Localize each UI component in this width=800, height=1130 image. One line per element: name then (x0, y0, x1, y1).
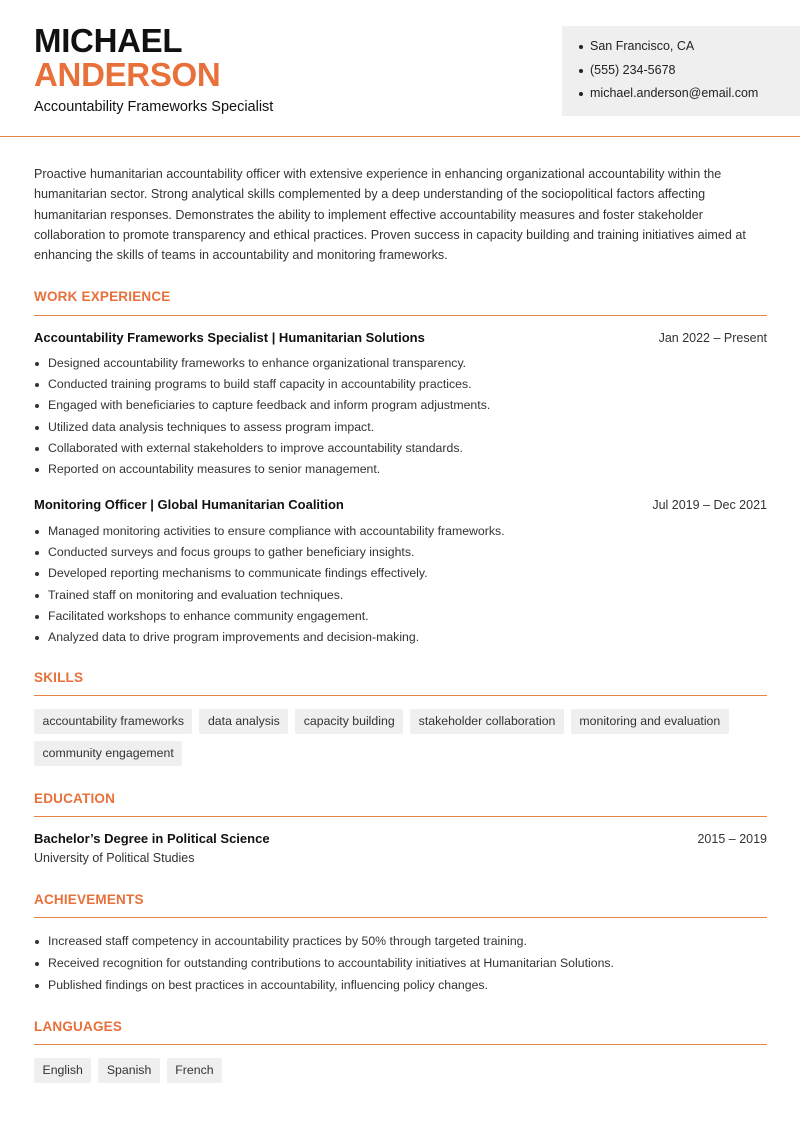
section-divider (34, 315, 767, 316)
candidate-name (34, 24, 220, 92)
list-item: Managed monitoring activities to ensure compliance with accountability frameworks. (34, 523, 767, 544)
job-role: Monitoring Officer | Global Humanitarian Coalition (34, 497, 344, 512)
bullet-icon (35, 383, 39, 387)
section-divider (34, 816, 767, 817)
section-title-achievements: ACHIEVEMENTS (34, 892, 144, 907)
bullet-icon (35, 530, 39, 534)
bullet-icon (35, 404, 39, 408)
list-item: Analyzed data to drive program improvements and decision-making. (34, 629, 767, 650)
contact-phone: (555) 234-5678 (579, 62, 800, 86)
bullet-icon (35, 940, 39, 944)
skills-list (34, 709, 774, 766)
section-title-education: EDUCATION (34, 791, 116, 806)
job-bullets (34, 523, 767, 650)
skill-tag: stakeholder collaboration (410, 709, 564, 734)
list-item: Engaged with beneficiaries to capture feedback and inform program adjustments. (34, 397, 767, 418)
list-item: Reported on accountability measures to senior management. (34, 461, 767, 482)
section-title-languages: LANGUAGES (34, 1019, 123, 1034)
skill-tag: capacity building (295, 709, 403, 734)
job-title: Accountability Frameworks Specialist (34, 99, 274, 115)
bullet-icon (35, 594, 39, 598)
bullet-icon (35, 962, 39, 966)
list-item: Developed reporting mechanisms to communicate findings effectively. (34, 565, 767, 586)
list-item: Published findings on best practices in accountability, influencing policy changes. (34, 977, 767, 999)
language-tag: French (167, 1058, 222, 1083)
achievements-list (34, 933, 767, 999)
bullet-icon (35, 551, 39, 555)
bullet-icon (35, 572, 39, 576)
section-divider (34, 1044, 767, 1045)
job-bullets (34, 355, 767, 482)
bullet-icon (35, 362, 39, 366)
list-item: Conducted training programs to build staff capacity in accountability practices. (34, 376, 767, 397)
section-title-skills: SKILLS (34, 670, 84, 685)
summary: Proactive humanitarian accountability officer with extensive experience in enhancing organizational accountability within the humanitarian sector. Strong analytical skills complemented by a deep understanding of the sociopolitical factors affecting humanitarian responses. Demonstrates the ability to implement effective accountability measures and foster stakeholder collaboration to promote transparency and ethical practices. Proven success in capacity building and training initiatives aimed at enhancing the skills of teams in accountability and monitoring frameworks. (34, 167, 746, 263)
skill-tag: data analysis (199, 709, 288, 734)
bullet-icon (35, 984, 39, 988)
contact-box (562, 26, 800, 116)
last-name: ANDERSON (34, 56, 221, 93)
section-divider (34, 917, 767, 918)
skill-tag: community engagement (34, 741, 182, 766)
bullet-icon (35, 426, 39, 430)
resume-header (0, 0, 800, 137)
contact-location: San Francisco, CA (579, 38, 800, 62)
section-title-work: WORK EXPERIENCE (34, 289, 171, 304)
job-date: Jan 2022 – Present (658, 331, 767, 345)
list-item: Facilitated workshops to enhance community engagement. (34, 608, 767, 629)
education-header (34, 831, 767, 846)
bullet-icon (35, 615, 39, 619)
languages-list (34, 1058, 774, 1083)
education-date: 2015 – 2019 (697, 832, 767, 846)
list-item: Designed accountability frameworks to enhance organizational transparency. (34, 355, 767, 376)
job-date: Jul 2019 – Dec 2021 (652, 498, 767, 512)
contact-email[interactable]: michael.anderson@email.com (579, 85, 800, 109)
list-item: Increased staff competency in accountability practices by 50% through targeted training. (34, 933, 767, 955)
job-role: Accountability Frameworks Specialist | Humanitarian Solutions (34, 330, 425, 345)
bullet-icon (35, 447, 39, 451)
list-item: Utilized data analysis techniques to assess program impact. (34, 419, 767, 440)
first-name: MICHAEL (34, 22, 183, 59)
language-tag: Spanish (98, 1058, 159, 1083)
list-item: Conducted surveys and focus groups to gather beneficiary insights. (34, 544, 767, 565)
list-item: Collaborated with external stakeholders to improve accountability standards. (34, 440, 767, 461)
bullet-icon (35, 636, 39, 640)
school-name: University of Political Studies (34, 851, 195, 865)
section-divider (34, 695, 767, 696)
bullet-icon (579, 69, 583, 73)
list-item: Received recognition for outstanding contributions to accountability initiatives at Humanitarian Solutions. (34, 955, 767, 977)
bullet-icon (35, 468, 39, 472)
bullet-icon (579, 92, 583, 96)
degree: Bachelor’s Degree in Political Science (34, 831, 270, 846)
bullet-icon (579, 45, 583, 49)
list-item: Trained staff on monitoring and evaluation techniques. (34, 587, 767, 608)
skill-tag: accountability frameworks (34, 709, 192, 734)
skill-tag: monitoring and evaluation (571, 709, 729, 734)
job-header (34, 330, 767, 345)
language-tag: English (34, 1058, 91, 1083)
job-header (34, 497, 767, 512)
